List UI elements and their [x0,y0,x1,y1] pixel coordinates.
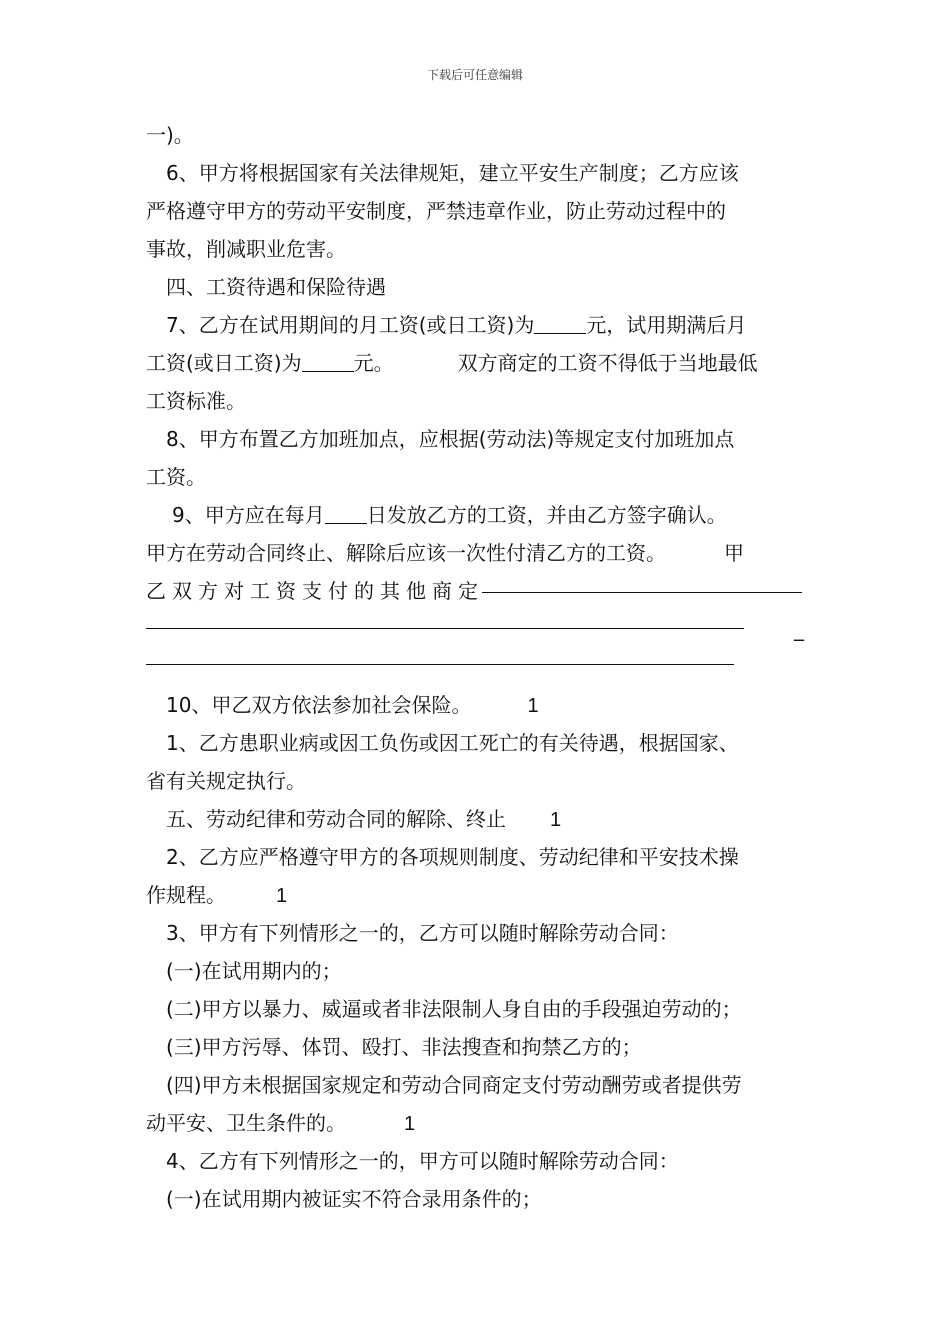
clause-3-item-1: (一)在试用期内的； [166,959,342,983]
probation-wage-blank[interactable] [534,313,586,334]
clause-9-text-b: 日发放乙方的工资，并由乙方签字确认。 [366,503,727,527]
clause-3-item-3: (三)甲方污辱、体罚、殴打、非法搜查和拘禁乙方的； [166,1035,642,1059]
clause-9-text-a: 9、甲方应在每月 [172,503,325,527]
clause-9-line-2 [146,534,806,572]
footnote-marker: 1 [276,885,288,907]
clause-4-item-1: (一)在试用期内被证实不符合录用条件的； [166,1187,542,1211]
underscore-mark: _ [794,617,804,641]
clause-4-line: 4、乙方有下列情形之一的，甲方可以随时解除劳动合同： [166,1149,679,1173]
section-heading-five [146,800,806,838]
clause-7-text-c: 工资(或日工资)为 [146,351,302,375]
clause-9-line-3 [146,572,806,610]
clause-3-item-2: (二)甲方以暴力、威逼或者非法限制人身自由的手段强迫劳动的； [166,997,742,1021]
clause-7-line-2 [146,344,806,382]
clause-10-line [146,686,806,724]
injury-clause-line-1: 1、乙方患职业病或因工负伤或因工死亡的有关待遇，根据国家、 [166,731,739,755]
clause-8-line-1: 8、甲方布置乙方加班加点，应根据(劳动法)等规定支付加班加点 [166,427,735,451]
clause-9-text-c: 甲方在劳动合同终止、解除后应该一次性付清乙方的工资。 [146,541,666,565]
footnote-marker: 1 [404,1113,416,1135]
document-body [146,116,806,1218]
other-agreement-blank-line-2[interactable] [146,628,744,629]
other-agreement-blank-line-1[interactable] [482,592,802,593]
regular-wage-blank[interactable] [302,351,354,372]
clause-2-line-1: 2、乙方应严格遵守甲方的各项规则制度、劳动纪律和平安技术操 [166,845,739,869]
clause-7-text-b: 元，试用期满后月 [586,313,747,337]
clause-7-line-3: 工资标准。 [146,389,246,413]
clause-2-text: 作规程。 [146,883,226,907]
clause-6-line-1: 6、甲方将根据国家有关法律规矩，建立平安生产制度；乙方应该 [166,161,739,185]
footnote-marker: 1 [550,809,562,831]
pay-day-blank[interactable] [325,503,367,524]
clause-9-text-d: 甲 [724,541,744,565]
text-line: 一)。 [146,123,194,147]
section-five-text: 五、劳动纪律和劳动合同的解除、终止 [166,807,506,831]
injury-clause-line-2: 省有关规定执行。 [146,769,306,793]
section-heading-four: 四、工资待遇和保险待遇 [166,275,386,299]
clause-10-text: 10、甲乙双方依法参加社会保险。 [166,693,472,717]
clause-7-text-a: 7、乙方在试用期间的月工资(或日工资)为 [166,313,535,337]
clause-6-line-3: 事故，削减职业危害。 [146,237,346,261]
clause-9-line-1 [146,496,806,534]
clause-8-line-2: 工资。 [146,465,206,489]
clause-2-line-2 [146,876,806,914]
clause-7-text-e: 双方商定的工资不得低于当地最低 [457,351,758,375]
clause-9-text-e: 乙双方对工资支付的其他商定 [146,579,484,603]
footnote-marker: 1 [527,695,539,717]
clause-7-text-d: 元。 [353,351,394,375]
clause-3-item-4-line-1: (四)甲方未根据国家规定和劳动合同商定支付劳动酬劳或者提供劳 [166,1073,742,1097]
blank-line-row [146,610,806,648]
clause-7-line-1 [146,306,806,344]
blank-line-row-2 [146,648,806,686]
clause-6-line-2: 严格遵守甲方的劳动平安制度，严禁违章作业，防止劳动过程中的 [146,199,726,223]
clause-3-item-4-line-2 [146,1104,806,1142]
clause-3-item-4-text: 动平安、卫生条件的。 [146,1111,346,1135]
other-agreement-blank-line-3[interactable] [146,664,734,665]
page-header: 下载后可任意编辑 [426,68,523,82]
clause-3-line: 3、甲方有下列情形之一的，乙方可以随时解除劳动合同： [166,921,679,945]
